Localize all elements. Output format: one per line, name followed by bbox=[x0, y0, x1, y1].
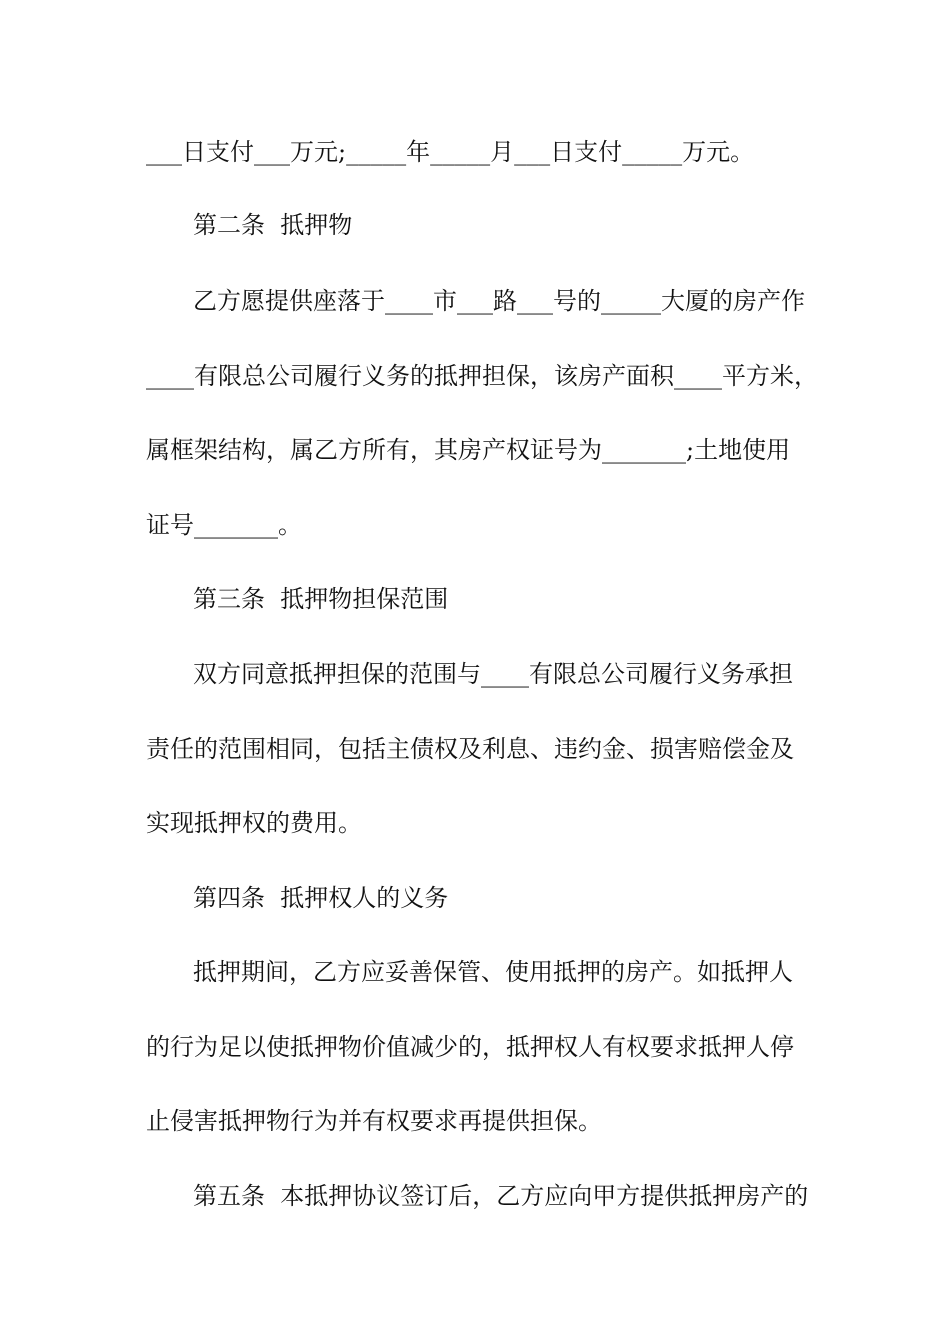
payment-schedule-line: ___日支付___万元;_____年_____月___日支付_____万元。 bbox=[146, 138, 755, 166]
article-2-heading: 第二条 抵押物 bbox=[193, 211, 353, 239]
article-3-text-line-1: 双方同意抵押担保的范围与____有限总公司履行义务承担 bbox=[193, 660, 793, 688]
article-2-text-line-3: 属框架结构，属乙方所有，其房产权证号为_______;土地使用 bbox=[146, 436, 791, 464]
article-2-text-line-4: 证号_______。 bbox=[146, 511, 302, 539]
article-4-text-line-3: 止侵害抵押物行为并有权要求再提供担保。 bbox=[146, 1107, 602, 1135]
article-4-text-line-1: 抵押期间，乙方应妥善保管、使用抵押的房产。如抵押人 bbox=[193, 958, 793, 986]
article-3-text-line-2: 责任的范围相同，包括主债权及利息、违约金、损害赔偿金及 bbox=[146, 735, 794, 763]
article-2-text-line-2: ____有限总公司履行义务的抵押担保，该房产面积____平方米， bbox=[146, 362, 818, 390]
article-2-text-line-1: 乙方愿提供座落于____市___路___号的_____大厦的房产作 bbox=[193, 287, 805, 315]
article-3-text-line-3: 实现抵押权的费用。 bbox=[146, 809, 362, 837]
article-4-text-line-2: 的行为足以使抵押物价值减少的，抵押权人有权要求抵押人停 bbox=[146, 1033, 794, 1061]
article-4-heading: 第四条 抵押权人的义务 bbox=[193, 884, 449, 912]
article-3-heading: 第三条 抵押物担保范围 bbox=[193, 585, 449, 613]
article-5-text-line-1: 第五条 本抵押协议签订后，乙方应向甲方提供抵押房产的 bbox=[193, 1182, 809, 1210]
